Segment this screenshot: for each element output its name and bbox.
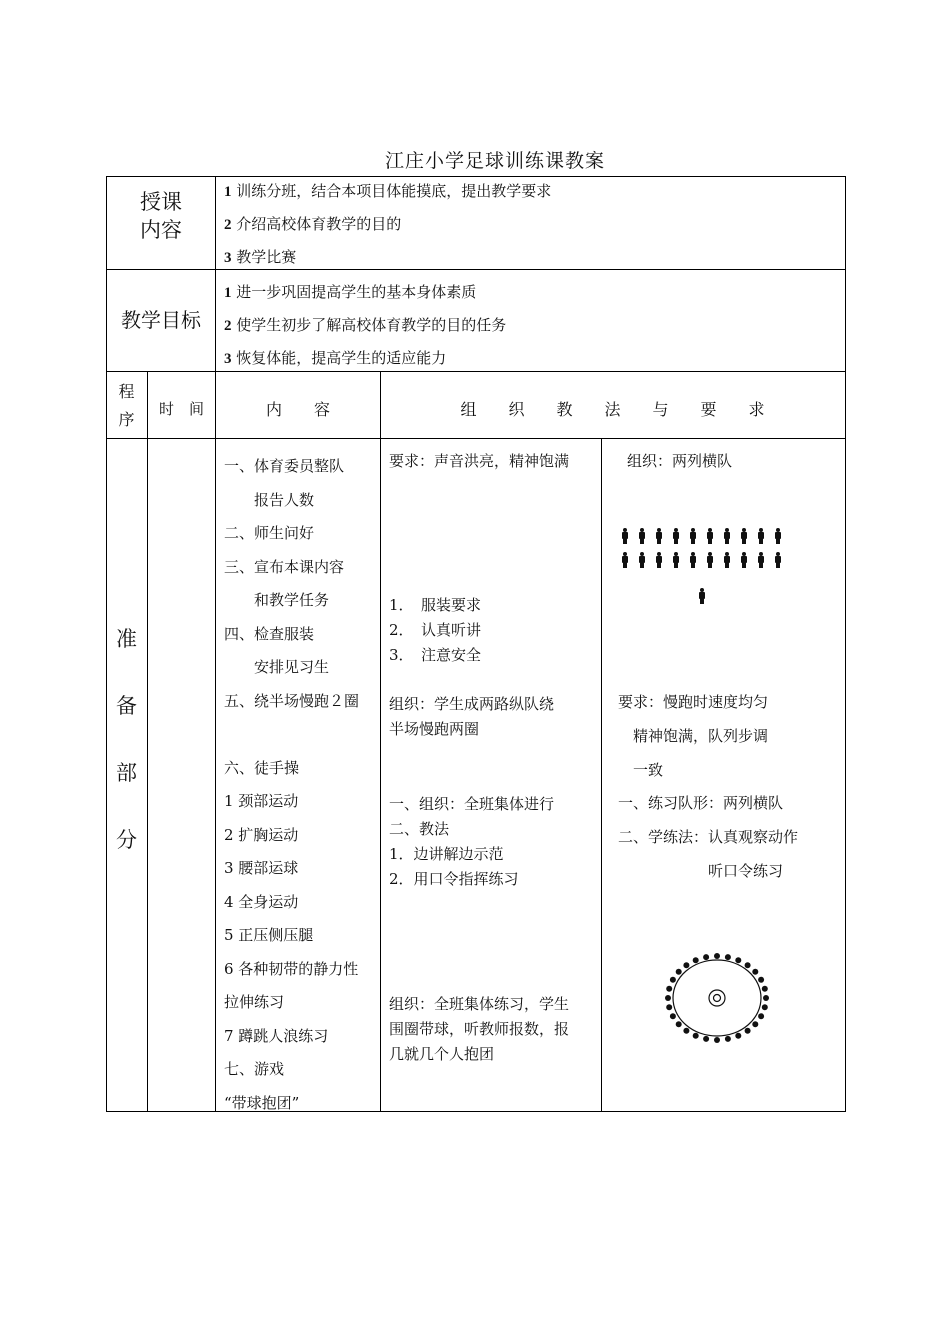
content-line: 安排见习生 — [224, 658, 330, 676]
content-line: 7 蹲跳人浪练习 — [224, 1026, 329, 1045]
student-dot — [703, 954, 709, 960]
circle-path — [673, 960, 761, 1036]
col-divider — [601, 438, 602, 1111]
objective-item: 3 恢复体能，提高学生的适应能力 — [224, 349, 447, 367]
content-line: 一、体育委员整队 — [224, 457, 345, 475]
method-org-game: 组织：全班集体练习，学生 围圈带球，听教师报数，报 几就几个人抱团 — [389, 995, 570, 1063]
student-figure-icon — [699, 588, 705, 604]
content-line: 二、师生问好 — [224, 524, 315, 542]
student-dot — [714, 1037, 720, 1043]
student-figure-icon — [673, 552, 679, 568]
formation-diagram — [620, 528, 790, 608]
student-dot — [762, 986, 768, 992]
student-dot — [752, 969, 758, 975]
student-dot — [693, 957, 699, 963]
content-line: 6 各种韧带的静力性 — [224, 959, 359, 978]
content-line: 六、徒手操 — [224, 758, 300, 777]
header-procedure: 程 序 — [118, 382, 135, 429]
exercise-requirement: 一、练习队形：两列横队 二、学练法：认真观察动作 听口令练习 — [618, 794, 799, 880]
lesson-content-item: 3 教学比赛 — [224, 248, 297, 266]
content-line: 和教学任务 — [224, 591, 330, 609]
student-figure-icon — [622, 552, 628, 568]
student-dot — [703, 1036, 709, 1042]
student-dot — [683, 1028, 689, 1034]
student-dot — [676, 969, 682, 975]
objective-item: 1 进一步巩固提高学生的基本身体素质 — [224, 283, 477, 301]
content-line: 五、绕半场慢跑２圈 — [224, 691, 360, 710]
content-line: 拉伸练习 — [224, 993, 285, 1011]
content-line: 四、检查服装 — [224, 624, 315, 643]
run-requirement: 要求：慢跑时速度均匀 精神饱满，队列步调 一致 — [618, 693, 769, 779]
col-divider — [380, 371, 381, 1111]
student-dot — [670, 977, 676, 983]
content-line: 2 扩胸运动 — [224, 825, 299, 844]
student-dot — [745, 1028, 751, 1034]
header-time: 时 间 — [158, 400, 204, 418]
student-dot — [725, 1036, 731, 1042]
col-divider — [147, 371, 148, 1111]
student-figure-icon — [775, 528, 781, 544]
content-line: 5 正压侧压腿 — [224, 926, 314, 944]
method-list: 1． 服装要求 2． 认真听讲 3． 注意安全 — [389, 596, 482, 664]
student-figure-icon — [758, 552, 764, 568]
content-line — [224, 718, 380, 752]
method-requirement: 要求：声音洪亮，精神饱满 — [389, 452, 570, 470]
student-dot — [763, 995, 769, 1001]
row-divider — [106, 438, 845, 439]
content-column — [224, 450, 380, 1120]
student-dot — [666, 1004, 672, 1010]
student-figure-icon — [656, 528, 662, 544]
student-figure-icon — [673, 528, 679, 544]
row-divider — [106, 371, 845, 372]
method-org-exercise: 一、组织：全班集体进行 二、教法 1．边讲解边示范 2．用口令指挥练习 — [389, 795, 555, 888]
lesson-content-item: 2 介绍高校体育教学的目的 — [224, 215, 402, 233]
formation-org: 组织：两列横队 — [627, 452, 733, 470]
student-figure-icon — [724, 552, 730, 568]
lesson-content-label: 授课 内容 — [140, 190, 182, 242]
student-figure-icon — [639, 552, 645, 568]
student-figure-icon — [690, 528, 696, 544]
content-line: 三、宣布本课内容 — [224, 557, 345, 576]
student-dot — [735, 957, 741, 963]
student-dot — [683, 962, 689, 968]
objectives-label: 教学目标 — [121, 308, 201, 332]
section-label: 准 备 部 分 — [116, 627, 137, 852]
student-figure-icon — [775, 552, 781, 568]
student-figure-icon — [741, 552, 747, 568]
teacher-marker — [714, 995, 721, 1002]
student-figure-icon — [656, 552, 662, 568]
student-dot — [725, 954, 731, 960]
objective-item: 2 使学生初步了解高校体育教学的目的任务 — [224, 316, 507, 334]
header-content: 内 容 — [265, 400, 330, 419]
student-dot — [665, 995, 671, 1001]
student-figure-icon — [690, 552, 696, 568]
student-figure-icon — [639, 528, 645, 544]
student-dot — [714, 953, 720, 959]
content-line: 七、游戏 — [224, 1060, 285, 1078]
content-line: 报告人数 — [224, 490, 315, 509]
student-dot — [745, 962, 751, 968]
student-dot — [735, 1033, 741, 1039]
student-dot — [762, 1004, 768, 1010]
method-org-run: 组织：学生成两路纵队绕 半场慢跑两圈 — [389, 695, 555, 738]
student-figure-icon — [707, 528, 713, 544]
student-figure-icon — [758, 528, 764, 544]
student-dot — [670, 1013, 676, 1019]
student-dot — [693, 1033, 699, 1039]
student-dot — [752, 1021, 758, 1027]
content-line: 1 颈部运动 — [224, 792, 299, 810]
student-dot — [666, 986, 672, 992]
student-figure-icon — [741, 528, 747, 544]
student-dot — [676, 1021, 682, 1027]
content-line: “带球抱团” — [224, 1093, 300, 1112]
student-figure-icon — [724, 528, 730, 544]
game-circle-diagram — [664, 952, 770, 1044]
content-line: 3 腰部运球 — [224, 859, 299, 877]
page-title: 江庄小学足球训练课教案 — [384, 150, 605, 172]
row-divider — [106, 269, 845, 270]
content-line: 4 全身运动 — [224, 892, 299, 911]
lesson-content-item: 1 训练分班，结合本项目体能摸底，提出教学要求 — [224, 182, 552, 200]
teacher-marker — [709, 990, 725, 1006]
student-figure-icon — [707, 552, 713, 568]
student-figure-icon — [622, 528, 628, 544]
student-dot — [758, 977, 764, 983]
student-dot — [758, 1013, 764, 1019]
header-method: 组 织 教 法 与 要 求 — [460, 400, 765, 419]
